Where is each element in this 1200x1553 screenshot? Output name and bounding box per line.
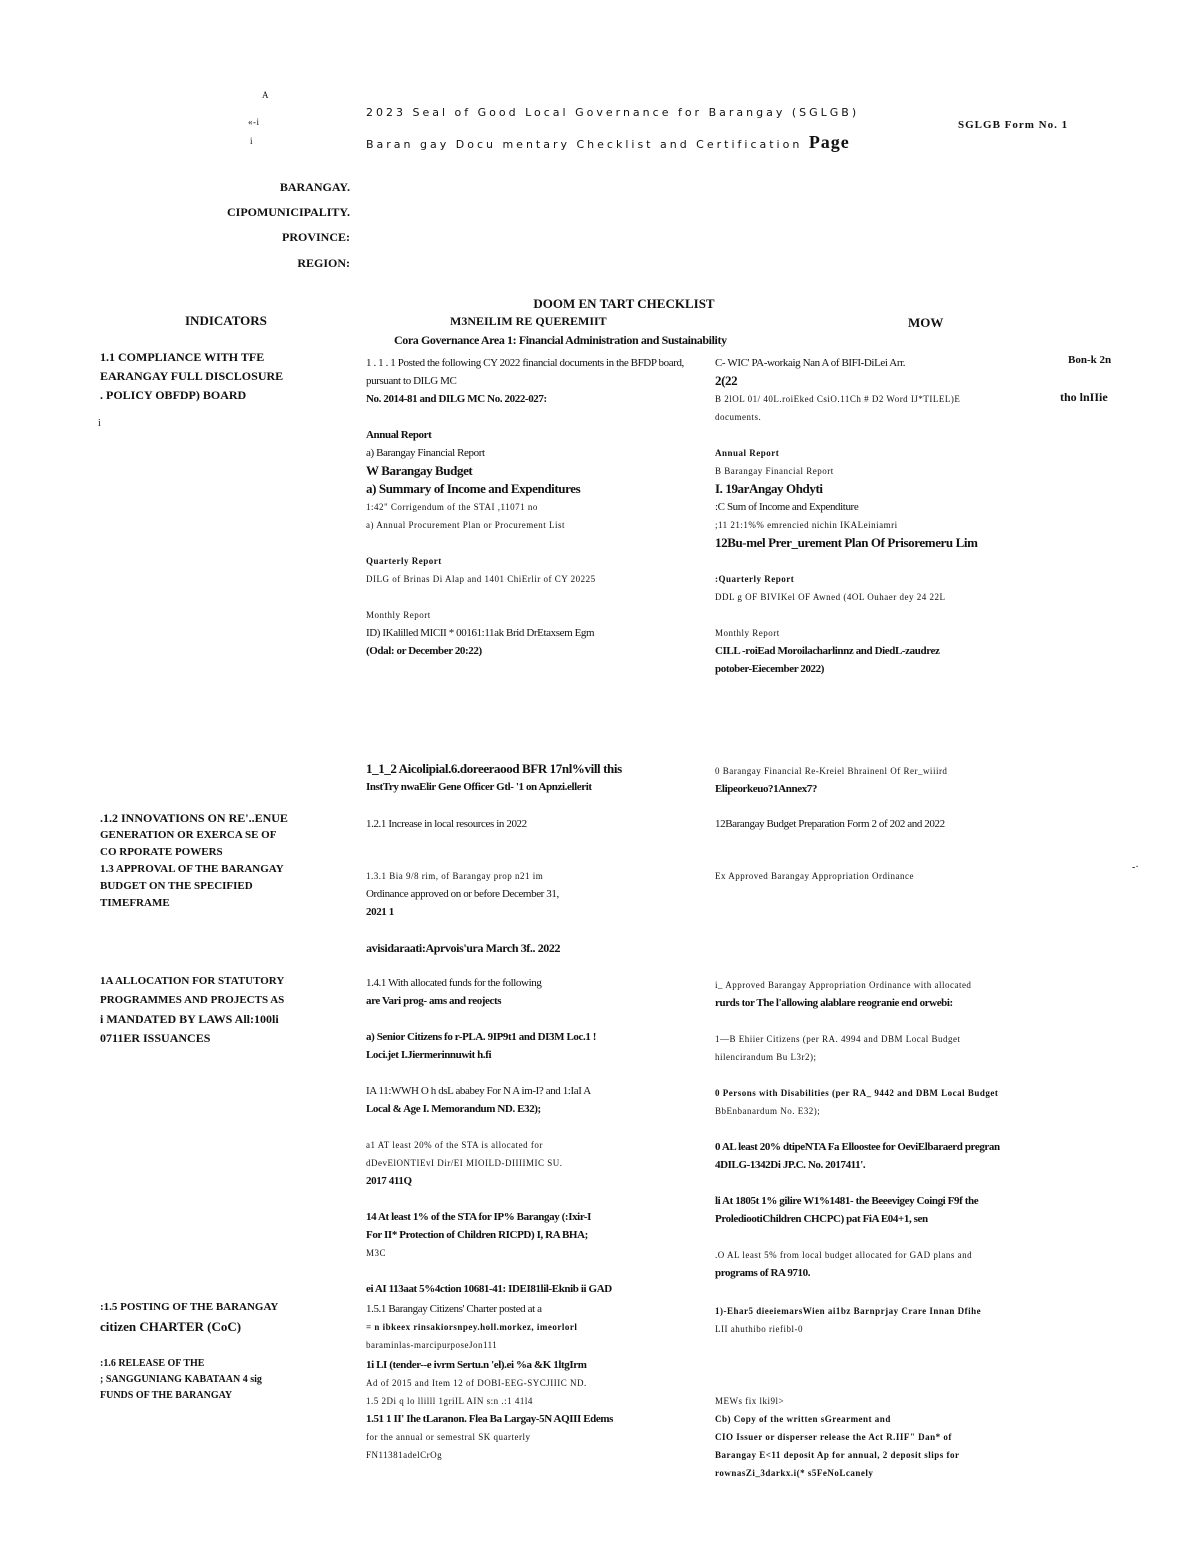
req-line: M3C	[366, 1248, 387, 1258]
core-area-heading: Cora Governance Area 1: Financial Administration and Sustainability	[394, 333, 727, 347]
mov-line: CILL -roiEad Moroilacharlinnz and DiedL-zaudrez	[715, 645, 940, 657]
mov-1-4	[715, 976, 1115, 1282]
req-line	[366, 1262, 696, 1280]
indicator-1-1	[100, 348, 355, 405]
province-label: PROVINCE:	[282, 230, 350, 244]
req-line: Ad of 2015 and Item 12 of DOBI-EEG-SYCJIIIC ND.	[366, 1378, 587, 1388]
mov-1-1	[715, 354, 1045, 678]
indicator-line: EARANGAY FULL DISCLOSURE	[100, 369, 284, 383]
indicator-line: GENERATION OR EXERCA SE OF	[100, 829, 277, 841]
mov-line: 0 Barangay Financial Re-Kreiel Bhrainenl Of Rer_wiiird	[715, 766, 948, 776]
mov-line: LII ahuthibo riefibl-0	[715, 1324, 803, 1334]
req-line	[366, 588, 696, 606]
req-line: for the annual or semestral SK quarterly	[366, 1432, 531, 1442]
mov-line: DDL g OF BIVIKel OF Awned (4OL Ouhaer dey 24 22L	[715, 592, 946, 602]
mov-line: Elipeorkeuo?1Annex7?	[715, 783, 818, 795]
mov-line: Cb) Copy of the written sGrearment and	[715, 1414, 891, 1424]
req-line: Monthly Report	[366, 610, 431, 620]
mov-side-note: Bon-k 2n	[1068, 354, 1112, 366]
page-word: Page	[808, 132, 850, 152]
mov-1-6	[715, 1392, 1115, 1482]
mov-line: C- WIC' PA-workaig Nan A of BIFI-DiLei Arr.	[715, 357, 906, 369]
req-line: 1.5 2Di q lo llilll 1griIL AIN s:n .:1 41l4	[366, 1396, 533, 1406]
indicator-line: FUNDS OF THE BARANGAY	[100, 1390, 233, 1401]
mov-line: .O AL least 5% from local budget allocated for GAD plans and	[715, 1250, 973, 1260]
indicator-line: :1.6 RELEASE OF THE	[100, 1358, 205, 1369]
req-line: a) Summary of Income and Expenditures	[366, 481, 581, 496]
mov-line: 2(22	[715, 373, 738, 388]
left-tick-mark: i	[98, 418, 101, 429]
req-line	[366, 408, 696, 426]
minimum-requirement-1-4	[366, 974, 696, 1298]
req-line: baraminlas-marcipurposeJon111	[366, 1340, 498, 1350]
mov-side-note-2: tho lnIIie	[1060, 390, 1108, 404]
mov-line	[715, 1228, 1115, 1246]
minimum-requirement-1-2-1-3	[366, 815, 696, 957]
mov-line: ProlediootiChildren CHCPC) pat FiA E04+1, sen	[715, 1213, 928, 1225]
mov-line: Ex Approved Barangay Appropriation Ordinance	[715, 871, 914, 881]
req-line: are Vari prog- ams and reojects	[366, 995, 502, 1007]
indicator-1-4	[100, 972, 355, 1048]
minimum-requirement-1-6	[366, 1356, 696, 1464]
req-line: avisidaraati:Aprvois'ura March 3f.. 2022	[366, 941, 561, 955]
mov-line: 1)-Ehar5 dieeiemarsWien ai1bz Barnprjay Crare Innan Dfihe	[715, 1306, 982, 1316]
right-dash-mark: -·	[1132, 862, 1139, 873]
mov-line	[715, 1120, 1115, 1138]
req-line: Ordinance approved on or before December 31,	[366, 888, 559, 900]
req-line: ID) IKalilled MICII * 00161:11ak Brid DrEtaxsem Egm	[366, 627, 595, 639]
form-number: SGLGB Form No. 1	[958, 119, 1069, 131]
indicator-line: i MANDATED BY LAWS All:100li	[100, 1012, 279, 1026]
indicator-line: citizen CHARTER (CoC)	[100, 1319, 242, 1334]
checklist-title: DOOM EN TART CHECKLIST	[533, 296, 715, 311]
req-line: a1 AT least 20% of the STA is allocated for	[366, 1140, 543, 1150]
mov-1-5	[715, 1302, 1115, 1338]
mov-line: Barangay E<11 deposit Ap for annual, 2 deposit slips for	[715, 1450, 960, 1460]
mov-line: B 2lOL 01/ 40L.roiEked CsiO.11Ch # D2 Word IJ*TILEL)E	[715, 394, 961, 404]
mov-line: I. 19arAngay Ohdyti	[715, 481, 823, 496]
mov-1-2-1-3	[715, 815, 1115, 885]
req-line: 1.5.1 Barangay Citizens' Charter posted at a	[366, 1303, 542, 1315]
req-line: Local & Age I. Memorandum ND. E32);	[366, 1103, 541, 1115]
mov-line: i_ Approved Barangay Appropriation Ordinance with allocated	[715, 980, 972, 990]
minimum-requirement-1-5	[366, 1300, 696, 1354]
mov-line: 4DILG-1342Di JP.C. No. 2017411'.	[715, 1159, 866, 1171]
req-line: 2017 411Q	[366, 1175, 412, 1187]
req-line	[366, 833, 696, 851]
mov-line	[715, 426, 1045, 444]
mov-line: 0 Persons with Disabilities (per RA_ 9442 and DBM Local Budget	[715, 1088, 999, 1098]
minimum-requirement-1-1	[366, 354, 696, 660]
req-line: DILG of Brinas Di Alap and 1401 ChiErlir of CY 20225	[366, 574, 596, 584]
req-line: 14 At least 1% of the STA for IP% Barangay (:Ixir-I	[366, 1211, 592, 1223]
req-line: a) Senior Citizens fo r-PLA. 9IP9t1 and DI3M Loc.1 !	[366, 1031, 597, 1043]
req-line: Quarterly Report	[366, 556, 442, 566]
indicator-line: TIMEFRAME	[100, 897, 170, 909]
req-line: = n ibkeex rinsakiorsnpey.holl.morkez, imeorlorl	[366, 1322, 578, 1332]
indicator-line: 1A ALLOCATION FOR STATUTORY	[100, 975, 285, 987]
indicator-line: :1.5 POSTING OF THE BARANGAY	[100, 1301, 279, 1313]
mov-line: :Quarterly Report	[715, 574, 795, 584]
indicator-line: CO RPORATE POWERS	[100, 846, 223, 858]
req-line: FN11381adelCrOg	[366, 1450, 443, 1460]
mov-line	[715, 606, 1045, 624]
req-line: 1 . 1 . 1 Posted the following CY 2022 financial documents in the BFDP board, pursuant to DILG MC	[366, 357, 684, 387]
indicator-line: . POLICY OBFDP) BOARD	[100, 388, 247, 402]
req-line: 1.3.1 Bia 9/8 rim, of Barangay prop n21 im	[366, 871, 544, 881]
mov-line: CIO Issuer or disperser release the Act R.IIF" Dan* of	[715, 1432, 952, 1442]
req-line: For II* Protection of Children RICPD) I, RA BHA;	[366, 1229, 588, 1241]
mov-line: ;11 21:1%% emrencied nichin IKALeiniamri	[715, 520, 898, 530]
mov-line: 12Bu-mel Prer_urement Plan Of Prisoremeru Lim	[715, 535, 978, 550]
mov-line: 12Barangay Budget Preparation Form 2 of 202 and 2022	[715, 818, 945, 830]
req-line: 1.51 1 II' Ihe tLaranon. Flea Ba Largay-5N AQIII Edems	[366, 1413, 614, 1425]
mov-heading: MOW	[908, 315, 944, 330]
minimum-requirement-1-1-2	[366, 760, 696, 796]
req-line: a) Annual Procurement Plan or Procurement List	[366, 520, 565, 530]
req-line: 1i LI (tender--e ivrm Sertu.n 'el).ei %a &K 1ltgIrm	[366, 1359, 587, 1371]
mov-line: B Barangay Financial Report	[715, 466, 834, 476]
mov-line: rownasZi_3darkx.i(* s5FeNoLcanely	[715, 1468, 874, 1478]
mov-line: potober-Eiecember 2022)	[715, 663, 825, 675]
mov-line	[715, 1012, 1115, 1030]
margin-mark-2: «-i	[248, 117, 260, 127]
document-title: 2023 Seal of Good Local Governance for Barangay (SGLGB)	[366, 106, 860, 119]
mov-line	[715, 552, 1045, 570]
indicator-1-6	[100, 1356, 355, 1404]
req-line: W Barangay Budget	[366, 463, 473, 478]
req-line: 1:42" Corrigendum of the STAI ,11071 no	[366, 502, 538, 512]
req-line: No. 2014-81 and DILG MC No. 2022-027:	[366, 393, 547, 405]
req-line: ei AI 113aat 5%4ction 10681-41: IDEI81lil-Eknib ii GAD	[366, 1283, 612, 1295]
req-line: 2021 1	[366, 906, 394, 918]
indicator-line: PROGRAMMES AND PROJECTS AS	[100, 994, 285, 1006]
req-line	[366, 1190, 696, 1208]
document-subtitle-text: Baran gay Docu mentary Checklist and Certification	[366, 138, 803, 151]
req-line: Annual Report	[366, 429, 432, 441]
indicators-heading: INDICATORS	[185, 313, 267, 328]
req-line: InstTry nwaElir Gene Officer Gtl- '1 on Apnzi.ellerit	[366, 781, 592, 793]
indicator-line: 0711ER ISSUANCES	[100, 1031, 211, 1045]
mov-line: 0 AL least 20% dtipeNTA Fa Elloostee for OeviElbaraerd pregran	[715, 1141, 1000, 1153]
req-line	[366, 921, 696, 939]
req-line: 1.2.1 Increase in local resources in 2022	[366, 818, 527, 830]
mov-1-1-2	[715, 762, 1115, 798]
document-subtitle	[366, 132, 850, 153]
req-line: (Odal: or December 20:22)	[366, 645, 482, 657]
mov-line: BbEnbanardum No. E32);	[715, 1106, 821, 1116]
margin-mark-1: A	[262, 90, 269, 100]
mov-line: documents.	[715, 412, 762, 422]
req-line	[366, 534, 696, 552]
req-line: IA 11:WWH O h dsL ababey For N A im-I? and 1:IaI A	[366, 1085, 591, 1097]
margin-mark-3: i	[250, 136, 254, 146]
req-line: a) Barangay Financial Report	[366, 447, 485, 459]
req-line	[366, 1010, 696, 1028]
req-line: Loci.jet I.Jiermerinnuwit h.fi	[366, 1049, 492, 1061]
req-line: 1.4.1 With allocated funds for the following	[366, 977, 542, 989]
indicator-line: 1.1 COMPLIANCE WITH TFE	[100, 350, 265, 364]
minimum-requirement-heading: M3NEILIM RE QUEREMIIT	[450, 314, 607, 328]
indicator-line: .1.2 INNOVATIONS ON RE'..ENUE	[100, 811, 288, 825]
indicator-line: ; SANGGUNIANG KABATAAN 4 sig	[100, 1374, 262, 1385]
indicator-line: 1.3 APPROVAL OF THE BARANGAY	[100, 863, 284, 875]
barangay-label: BARANGAY.	[279, 180, 350, 194]
mov-line: 1—B Ehiier Citizens (per RA. 4994 and DBM Local Budget	[715, 1034, 961, 1044]
req-line	[366, 1064, 696, 1082]
mov-line	[715, 833, 1115, 851]
region-label: REGION:	[297, 256, 350, 270]
req-line	[366, 1118, 696, 1136]
indicator-line: BUDGET ON THE SPECIFIED	[100, 880, 253, 892]
mov-line	[715, 1174, 1115, 1192]
indicator-1-5	[100, 1298, 355, 1336]
mov-line: Monthly Report	[715, 628, 780, 638]
mov-line: li At 1805t 1% gilire W1%1481- the Beeevigey Coingi F9f the	[715, 1195, 979, 1207]
req-line: 1_1_2 Aicolipial.6.doreeraood BFR 17nl%vill this	[366, 761, 622, 776]
mov-line: programs of RA 9710.	[715, 1267, 811, 1279]
mov-line: hilencirandum Bu L3r2);	[715, 1052, 817, 1062]
mov-line: Annual Report	[715, 448, 780, 458]
city-label: CIPOMUNICIPALITY.	[226, 205, 350, 219]
req-line: dDevElONTIEvI Dir/EI MIOILD-DIIIIMIC SU.	[366, 1158, 563, 1168]
mov-line	[715, 1066, 1115, 1084]
mov-line: :C Sum of Income and Expenditure	[715, 501, 859, 513]
mov-line: MEWs fix lki9l>	[715, 1396, 785, 1406]
indicator-1-2-1-3	[100, 810, 355, 912]
mov-line: rurds tor The l'allowing alablare reogranie end orwebi:	[715, 997, 953, 1009]
